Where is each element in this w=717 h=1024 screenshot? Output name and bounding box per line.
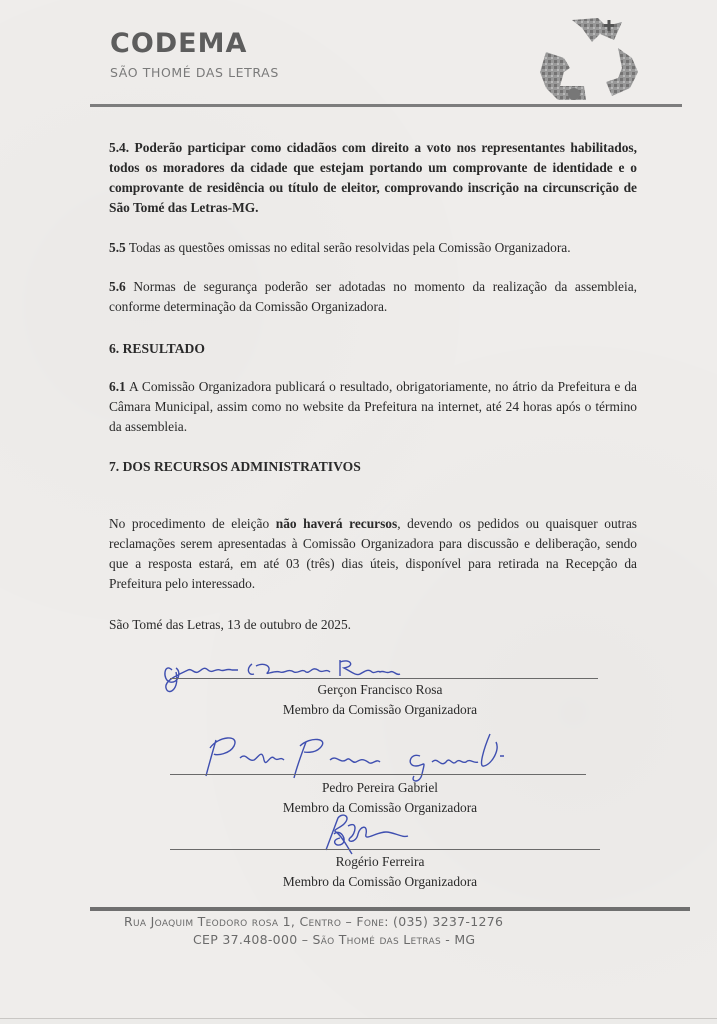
signatory-name: Rogério Ferreira: [335, 854, 425, 869]
clause-number: 5.5: [109, 240, 126, 255]
recycle-icon: [530, 12, 650, 107]
signature-line: [170, 774, 586, 775]
document-body: [109, 138, 637, 635]
signatory-role: Membro da Comissão Organizadora: [282, 800, 478, 815]
clause-text: A Comissão Organizadora publicará o resultado, obrigatoriamente, no átrio da Prefeitura e da Câmara Municipal, assim como no website da Prefeitura na internet, até 24 horas após o término da assembleia.: [109, 379, 637, 434]
clause-text: , devendo os pedidos ou quaisquer outras reclamações serem apresentadas à Comissão Organizadora para discussão e deliberação, sendo que a resposta estará, em até 03 (três) dias úteis, disponível para retirada na Recepção da Prefeitura pelo interessado.: [109, 516, 637, 591]
emphasis-text: não haverá recursos: [275, 516, 398, 531]
footer-divider: [90, 907, 690, 911]
clause-number: 5.6: [109, 279, 126, 294]
section-heading-7: 7. DOS RECURSOS ADMINISTRATIVOS: [109, 459, 361, 474]
org-subtitle: SÃO THOMÉ DAS LETRAS: [110, 65, 279, 80]
clause-6-1: [109, 377, 637, 437]
header-divider: [90, 104, 682, 107]
clause-5-4: 5.4. Poderão participar como cidadãos com direito a voto nos representantes habilitados, todos os moradores da cidade que estejam portando um comprovante de identidade e o comprovante de residência ou título de eleitor, comprovando inscrição na circunscrição de São Tomé das Letras-MG.: [109, 140, 637, 215]
clause-number: 6.1: [109, 379, 126, 394]
footer-cep: CEP 37.408-000 – São Thomé das Letras - MG: [193, 932, 476, 947]
signature-block-1: [170, 680, 590, 720]
signature-line: [170, 849, 600, 850]
clause-text: Todas as questões omissas no edital serão resolvidas pela Comissão Organizadora.: [125, 240, 571, 255]
signatory-name: Gerçon Francisco Rosa: [317, 682, 443, 697]
date-line: São Tomé das Letras, 13 de outubro de 2025.: [109, 617, 352, 632]
clause-text: No procedimento de eleição: [109, 516, 276, 531]
clause-5-6: [109, 277, 637, 317]
signature-block-3: [170, 852, 590, 892]
org-title: CODEMA: [110, 28, 248, 59]
signature-line: [170, 678, 598, 679]
signatory-role: Membro da Comissão Organizadora: [282, 702, 478, 717]
signatory-name: Pedro Pereira Gabriel: [321, 780, 438, 795]
clause-text: Normas de segurança poderão ser adotadas no momento da realização da assembleia, conforme determinação da Comissão Organizadora.: [109, 279, 637, 314]
clause-5-5: [109, 238, 637, 258]
section-heading-6: 6. RESULTADO: [109, 341, 205, 356]
signatory-role: Membro da Comissão Organizadora: [282, 874, 478, 889]
clause-7-text: [109, 514, 637, 594]
footer-address: Rua Joaquim Teodoro rosa 1, Centro – Fone: (035) 3237-1276: [124, 914, 504, 929]
